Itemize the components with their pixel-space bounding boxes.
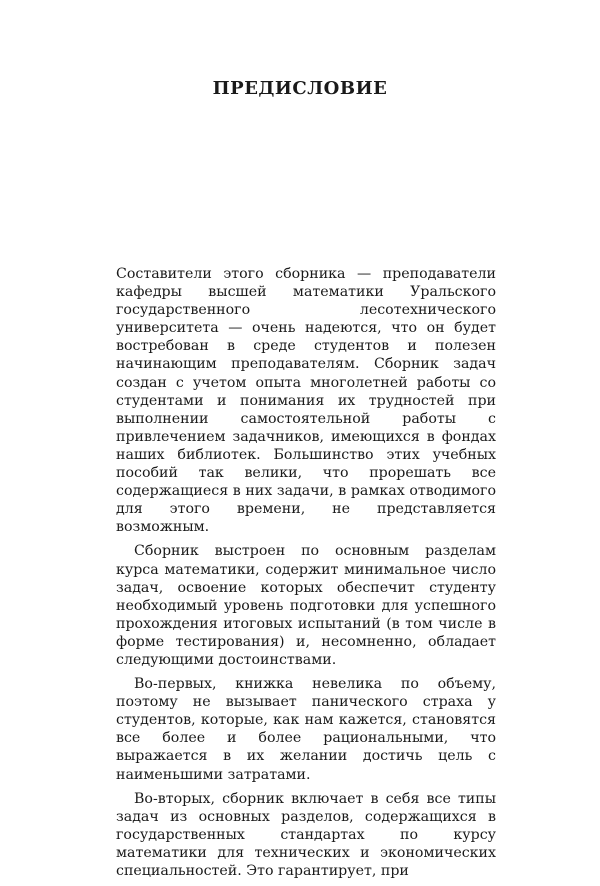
paragraph-3: Во-первых, книжка невелика по объему, поэтому не вызывает панического страха у студентов, которые, как нам кажется, становятся все более и более рациональными, что выражается в их желании достичь цель с наименьшими затратами. [116,676,496,783]
body-text [116,265,496,886]
paragraph-1: Составители этого сборника — преподаватели кафедры высшей математики Уральского государственного лесотехнического университета — очень надеются, что он будет востребован в среде студентов и полезен начинающим преподавателям. Сборник задач создан с учетом опыта многолетней работы со студентами и понимания их трудностей при выполнении самостоятельной работы с привлечением задачников, имеющихся в фондах наших библиотек. Большинство этих учебных пособий так велики, что прорешать все содержащиеся в них задачи, в рамках отводимого для этого времени, не представляется возможным. [116,266,496,536]
paragraph-4: Во-вторых, сборник включает в себя все типы задач из основных разделов, содержащихся в государственных стандартах по курсу математики для технических и экономических специальностей. Это гарантирует, при [116,790,496,879]
page-title: ПРЕДИСЛОВИЕ [212,78,388,99]
paragraph-2: Сборник выстроен по основным разделам курса математики, содержит минимальное число задач, освоение которых обеспечит студенту необходимый уровень подготовки для успешного прохождения итоговых испытаний (в том числе в форме тестирования) и, несомненно, обладает следующими достоинствами. [116,543,496,668]
